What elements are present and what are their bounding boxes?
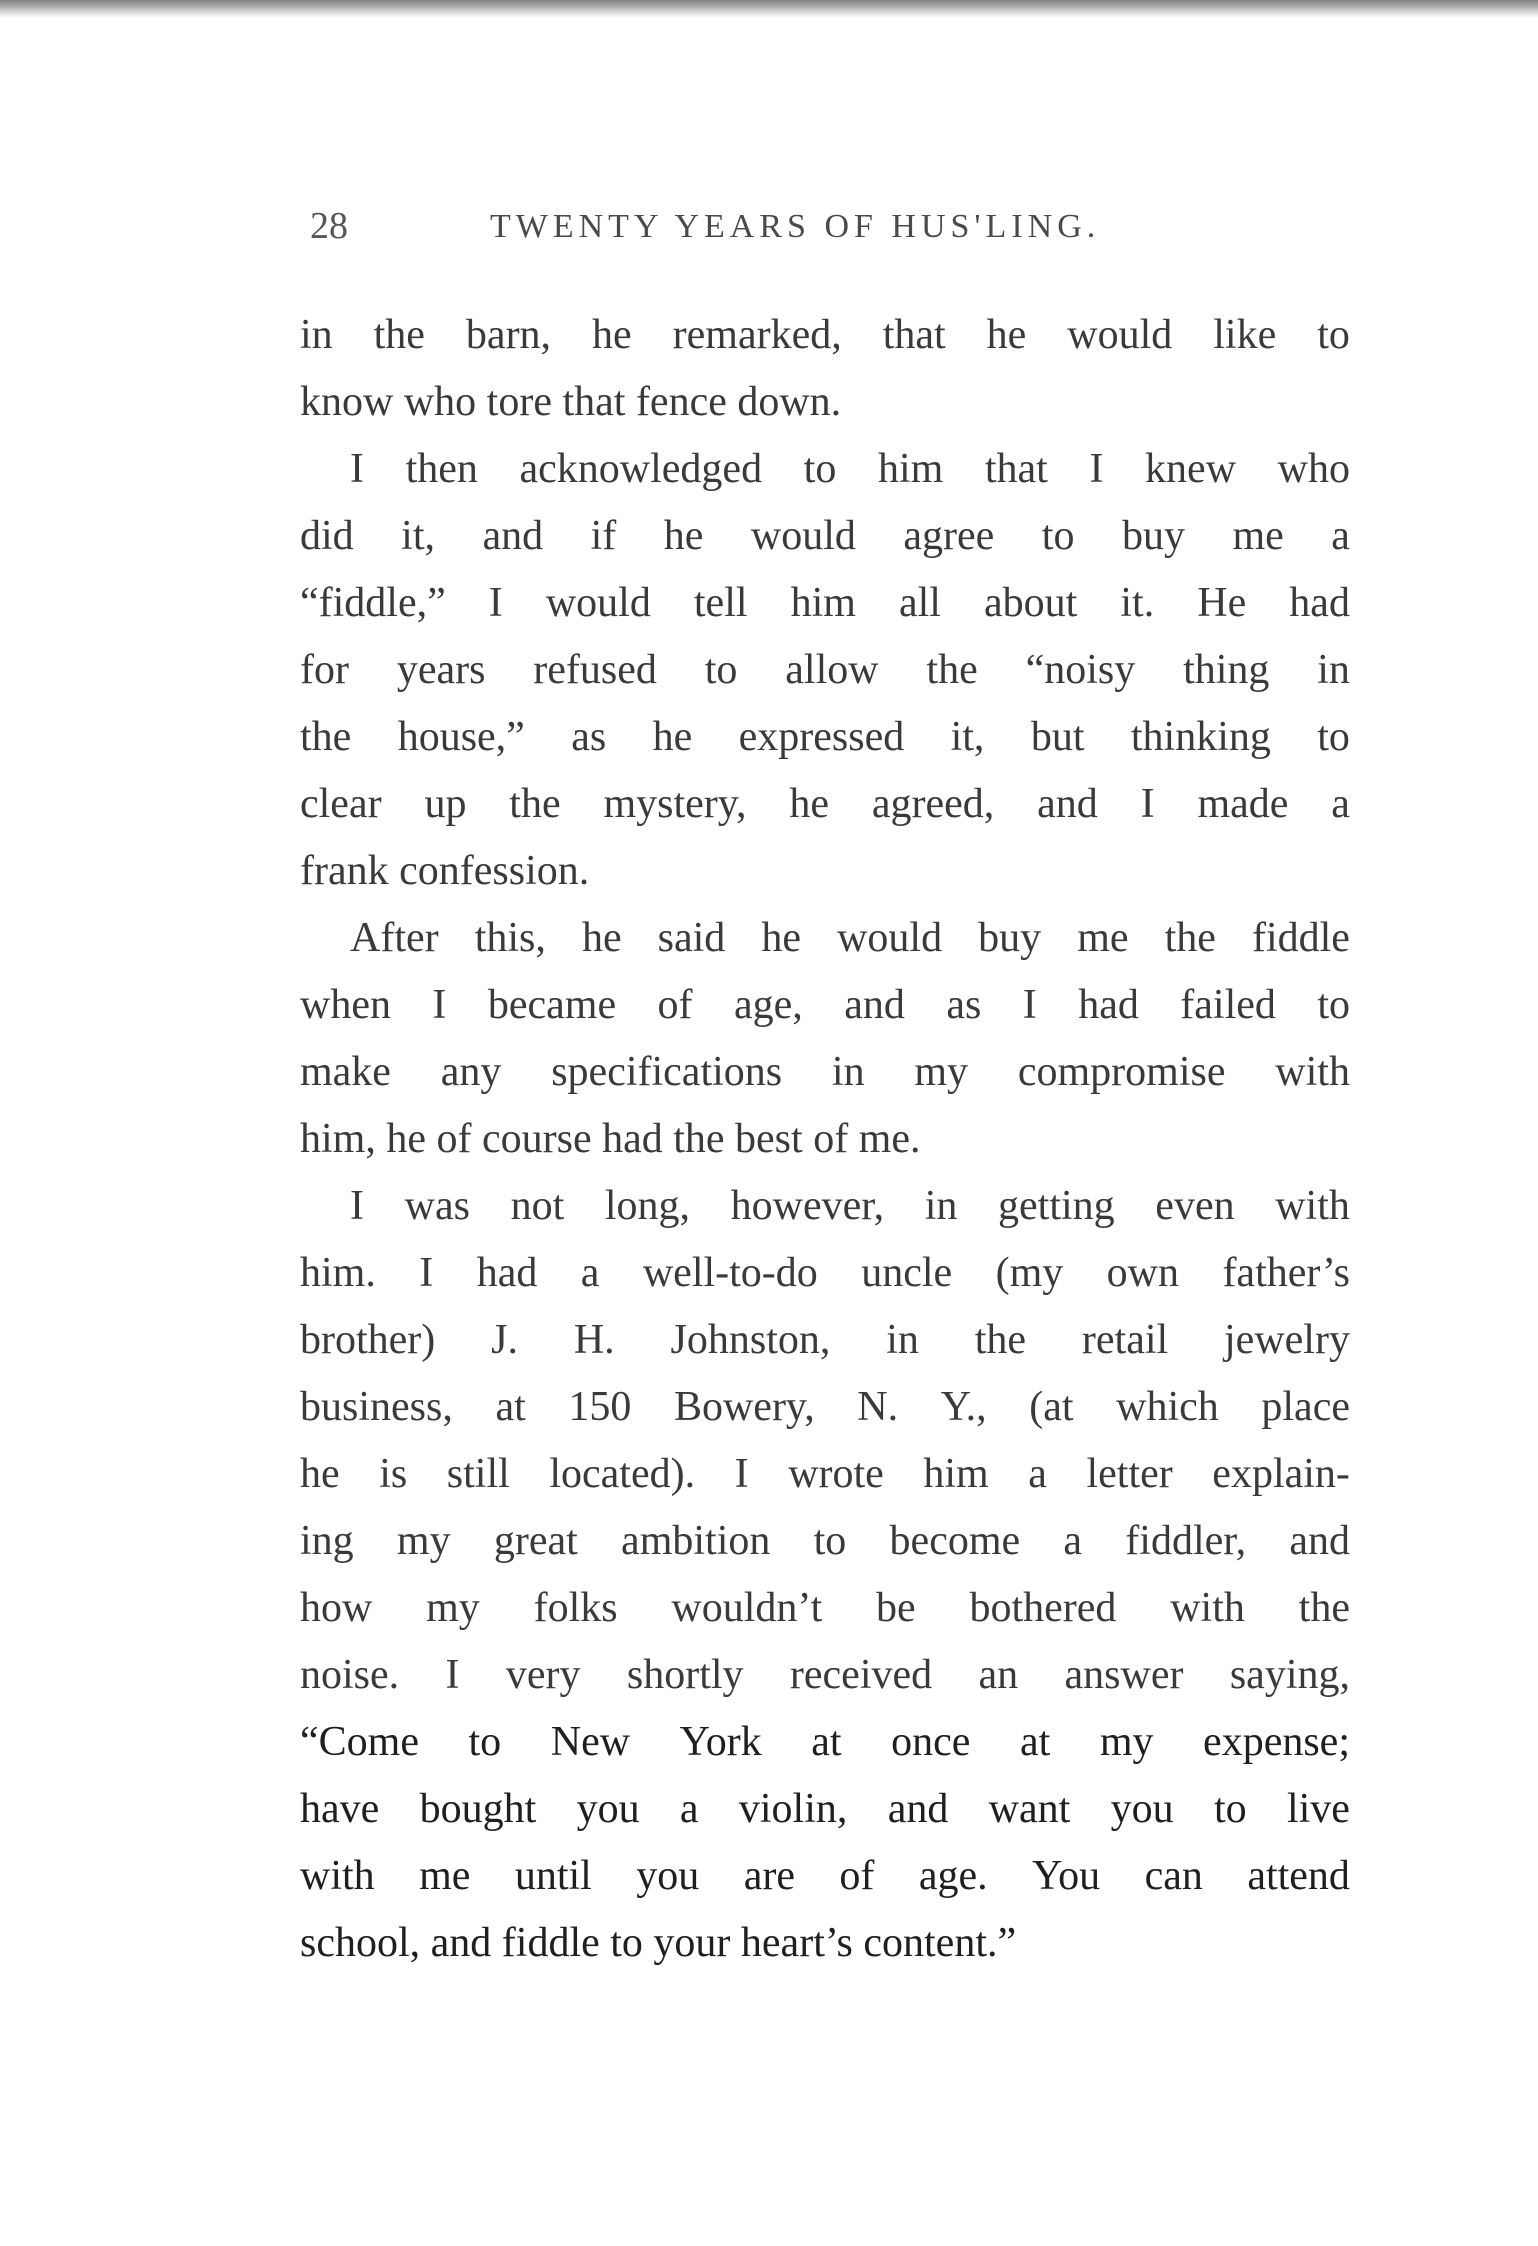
text-line: brother) J. H. Johnston, in the retail jewelry: [300, 1317, 1350, 1363]
text-line: the house,” as he expressed it, but thinking to: [300, 714, 1350, 760]
text-line: he is still located). I wrote him a letter explain-: [300, 1451, 1350, 1497]
text-line: make any specifications in my compromise with: [300, 1049, 1350, 1095]
text-line: how my folks wouldn’t be bothered with the: [300, 1585, 1350, 1631]
text-line: “fiddle,” I would tell him all about it. He had: [300, 580, 1350, 626]
text-line: I then acknowledged to him that I knew who: [350, 446, 1350, 492]
text-line: have bought you a violin, and want you to live: [300, 1786, 1350, 1832]
text-line: ing my great ambition to become a fiddler, and: [300, 1518, 1350, 1564]
running-title: TWENTY YEARS OF HUS'LING.: [490, 208, 1101, 245]
text-line: him, he of course had the best of me.: [300, 1116, 921, 1162]
text-line: noise. I very shortly received an answer saying,: [300, 1652, 1350, 1698]
text-line: school, and fiddle to your heart’s content.”: [300, 1920, 1017, 1966]
text-line: frank confession.: [300, 848, 590, 894]
text-line: business, at 150 Bowery, N. Y., (at which place: [300, 1384, 1350, 1430]
text-line: in the barn, he remarked, that he would like to: [300, 312, 1350, 358]
text-line: know who tore that fence down.: [300, 379, 842, 425]
scan-edge: [0, 0, 1538, 18]
text-line: him. I had a well-to-do uncle (my own father’s: [300, 1250, 1350, 1296]
text-line: for years refused to allow the “noisy thing in: [300, 647, 1350, 693]
text-line: After this, he said he would buy me the fiddle: [350, 915, 1350, 961]
text-line: with me until you are of age. You can attend: [300, 1853, 1350, 1899]
text-line: clear up the mystery, he agreed, and I made a: [300, 781, 1350, 827]
text-line: did it, and if he would agree to buy me a: [300, 513, 1350, 559]
page-header: [310, 204, 1310, 264]
page-number: 28: [310, 205, 348, 247]
text-line: when I became of age, and as I had failed to: [300, 982, 1350, 1028]
text-line: “Come to New York at once at my expense;: [300, 1719, 1350, 1765]
text-line: I was not long, however, in getting even with: [350, 1183, 1350, 1229]
body-text: [300, 302, 1350, 1977]
